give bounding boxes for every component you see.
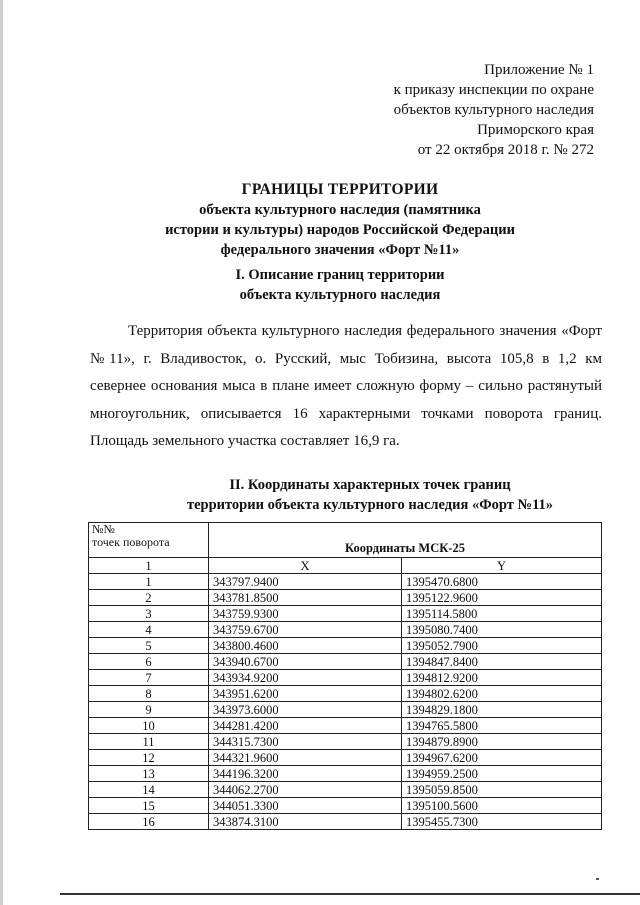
x-coordinate-cell: 344062.2700 [209,782,402,798]
title-sub-line: федерального значения «Форт №11» [220,242,460,258]
scan-bottom-edge [60,893,640,895]
point-number-cell: 8 [89,686,209,702]
y-coordinate-cell: 1394765.5800 [402,718,602,734]
point-number-cell: 13 [89,766,209,782]
scan-mark [596,878,599,880]
point-number-cell: 3 [89,606,209,622]
x-coordinate-cell: 343934.9200 [209,670,402,686]
table-row [89,798,602,814]
coordinates-header: Координаты МСК-25 [209,523,602,558]
y-column-header: Y [402,558,602,574]
y-coordinate-cell: 1395100.5600 [402,798,602,814]
table-row [89,622,602,638]
x-coordinate-cell: 344281.4200 [209,718,402,734]
point-number-cell: 7 [89,670,209,686]
table-header-row [89,523,602,558]
territory-description: Территория объекта культурного наследия федерального значения «Форт №11», г. Владивосток, о. Русский, мыс Тобизина, высота 105,8 в 1,2 км севернее основания мыса в плане имеет сложную форму – сильно растянутый многоугольник, описывается 16 характерными точками поворота границ. Площадь земельного участка составляет 16,9 га. [90,323,602,449]
table-row [89,590,602,606]
x-coordinate-cell: 343797.9400 [209,574,402,590]
table-row [89,606,602,622]
x-coordinate-cell: 343940.6700 [209,654,402,670]
x-coordinate-cell: 343951.6200 [209,686,402,702]
y-coordinate-cell: 1395470.6800 [402,574,602,590]
point-number-cell: 5 [89,638,209,654]
table-row [89,782,602,798]
header-line: к приказу инспекции по охране [393,82,594,98]
index-cell: 1 [89,558,209,574]
section-heading-line: II. Координаты характерных точек границ [229,477,511,493]
point-number-cell: 16 [89,814,209,830]
table-row [89,814,602,830]
header-line: Приморского края [477,122,594,138]
x-coordinate-cell: 343781.8500 [209,590,402,606]
y-coordinate-cell: 1394829.1800 [402,702,602,718]
section-heading-line: I. Описание границ территории [235,267,445,283]
document-header [334,60,594,160]
y-coordinate-cell: 1395114.5800 [402,606,602,622]
y-coordinate-cell: 1395052.7900 [402,638,602,654]
y-coordinate-cell: 1394959.2500 [402,766,602,782]
x-coordinate-cell: 343759.6700 [209,622,402,638]
point-number-cell: 11 [89,734,209,750]
x-coordinate-cell: 344315.7300 [209,734,402,750]
coordinates-table-body [89,574,602,830]
y-coordinate-cell: 1394847.8400 [402,654,602,670]
y-coordinate-cell: 1395455.7300 [402,814,602,830]
point-number-header-line1: №№ [92,522,115,536]
table-row [89,766,602,782]
point-number-cell: 14 [89,782,209,798]
x-coordinate-cell: 343874.3100 [209,814,402,830]
y-coordinate-cell: 1394967.6200 [402,750,602,766]
table-row [89,574,602,590]
title-main: ГРАНИЦЫ ТЕРРИТОРИИ [241,181,439,198]
table-row [89,686,602,702]
x-coordinate-cell: 343759.9300 [209,606,402,622]
table-index-row [89,558,602,574]
x-column-header: X [209,558,402,574]
point-number-cell: 10 [89,718,209,734]
x-coordinate-cell: 344051.3300 [209,798,402,814]
y-coordinate-cell: 1395122.9600 [402,590,602,606]
y-coordinate-cell: 1394812.9200 [402,670,602,686]
table-row [89,654,602,670]
point-number-cell: 12 [89,750,209,766]
header-line: объектов культурного наследия [393,102,594,118]
point-number-cell: 2 [89,590,209,606]
section-heading-line: объекта культурного наследия [239,287,441,303]
x-coordinate-cell: 343973.6000 [209,702,402,718]
point-number-cell: 1 [89,574,209,590]
header-line: Приложение № 1 [484,62,594,78]
point-number-cell: 9 [89,702,209,718]
title-sub-line: истории и культуры) народов Российской Федерации [165,222,515,238]
y-coordinate-cell: 1395080.7400 [402,622,602,638]
section-heading-line: территории объекта культурного наследия «Форт №11» [186,497,554,513]
title-sub-line: объекта культурного наследия (памятника [199,202,481,218]
coordinates-table [88,522,602,830]
point-number-cell: 15 [89,798,209,814]
point-number-header-line2: точек поворота [92,535,170,549]
table-row [89,718,602,734]
y-coordinate-cell: 1394879.8900 [402,734,602,750]
table-row [89,750,602,766]
table-row [89,702,602,718]
page-edge-shadow [0,0,3,905]
point-number-header [89,523,209,558]
x-coordinate-cell: 344196.3200 [209,766,402,782]
y-coordinate-cell: 1395059.8500 [402,782,602,798]
y-coordinate-cell: 1394802.6200 [402,686,602,702]
table-row [89,638,602,654]
point-number-cell: 4 [89,622,209,638]
section-1-heading [60,265,620,305]
header-line: от 22 октября 2018 г. № 272 [417,142,594,158]
table-row [89,670,602,686]
x-coordinate-cell: 343800.4600 [209,638,402,654]
document-title [60,180,620,260]
point-number-cell: 6 [89,654,209,670]
section-2-heading [60,475,640,515]
x-coordinate-cell: 344321.9600 [209,750,402,766]
table-row [89,734,602,750]
